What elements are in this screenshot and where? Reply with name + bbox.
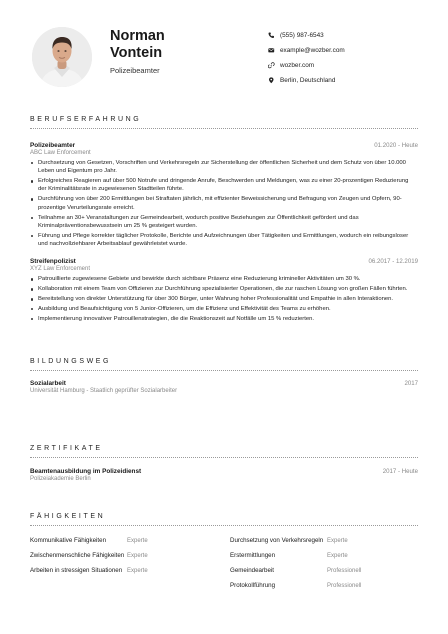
job-date-1: 01.2020 - Heute: [374, 142, 418, 149]
experience-heading: BERUFSERFAHRUNG: [30, 116, 418, 129]
contact-location: [268, 75, 345, 87]
bullet-item: Kollaboration mit einem Team von Offizieren zur Durchführung spezialisierter Operationen, die zur raschen Lösung von großen Fällen führten.: [30, 285, 418, 293]
link-icon: [268, 62, 280, 69]
certificate-title: Beamtenausbildung im Polizeidienst: [30, 468, 142, 475]
skill-name: Zwischenmenschliche Fähigkeiten: [30, 551, 125, 559]
skill-level: Professionell: [327, 582, 362, 589]
skill-level: Experte: [327, 552, 348, 559]
job-employer-1: ABC Law Enforcement: [30, 150, 91, 156]
skill-level: Experte: [327, 537, 348, 544]
job-bullets-1: [30, 159, 418, 248]
job-title: Polizeibeamter: [110, 66, 160, 75]
candidate-name: [110, 28, 165, 61]
job-date-2: 06.2017 - 12.2019: [368, 258, 418, 266]
skill-name: Gemeindearbeit: [230, 566, 275, 574]
skill-item: [230, 534, 418, 547]
skill-item: [30, 534, 218, 547]
bullet-item: Durchsetzung von Gesetzen, Vorschriften und Verkehrsregeln zur Sicherstellung der öffentlichen Sicherheit und dem Schutz von über 10.000 Leben und Eigentum pro Jahr.: [30, 159, 418, 176]
certificates-section: [30, 445, 418, 482]
skill-level: Experte: [127, 567, 148, 574]
bullet-item: Implementierung innovativer Patrouillenstrategien, die die Reaktionszeit auf Notfälle um 15 % reduzierten.: [30, 315, 418, 323]
skill-name: Erstermittlungen: [230, 551, 276, 559]
bullet-item: Erfolgreiches Reagieren auf über 500 Notrufe und dringende Anrufe, Beschwerden und Meldungen, was zu einer 20-prozentigen Reduzierung der Kriminalitätsrate in zugewiesenen Stadtteilen führte.: [30, 177, 418, 194]
certificate-issuer: Polizeiakademie Berlin: [30, 476, 91, 482]
degree-date: 2017: [404, 380, 418, 387]
skill-name: Arbeiten in stressigen Situationen: [30, 566, 123, 574]
skill-name: Durchsetzung von Verkehrsregeln: [230, 536, 324, 544]
job-title-2: Streifenpolizist: [30, 258, 76, 266]
education-entry: [30, 380, 418, 394]
skill-item: [30, 549, 218, 562]
skills-heading: FÄHIGKEITEN: [30, 513, 418, 526]
skill-item: [230, 549, 418, 562]
location-pin-icon: [268, 77, 280, 84]
skill-level: Professionell: [327, 567, 362, 574]
certificate-entry: [30, 468, 418, 482]
skills-section: [30, 513, 418, 594]
job-bullets-2: [30, 275, 418, 323]
skills-column-right: [230, 534, 418, 594]
skills-column-left: [30, 534, 218, 594]
bullet-item: Durchführung von über 200 Ermittlungen bei Straftaten jährlich, mit effizienter Beweissicherung und Befragung von Zeugen und Opfern, 90-prozentige Verurteilungsrate erreicht.: [30, 195, 418, 212]
bullet-item: Führung und Pflege korrekter täglicher Protokolle, Berichte und Aufzeichnungen über Tätigkeiten und Ermittlungen, wodurch ein reibungsloser und nachvollziehbarer Arbeitsablauf gewährleistet wurde.: [30, 232, 418, 249]
avatar-illustration: [32, 27, 92, 87]
job-employer-2: XYZ Law Enforcement: [30, 266, 91, 273]
skill-item: [230, 564, 418, 577]
job-entry: [30, 142, 418, 248]
education-heading: BILDUNGSWEG: [30, 358, 418, 371]
skill-item: [30, 564, 218, 577]
contact-website: [268, 59, 345, 71]
email-text[interactable]: example@wozber.com: [280, 46, 345, 54]
skills-grid: [30, 534, 418, 594]
first-name: Norman: [110, 28, 165, 44]
profile-photo: [32, 27, 92, 87]
phone-icon: [268, 32, 280, 39]
education-section: [30, 358, 418, 394]
location-text: Berlin, Deutschland: [280, 77, 336, 85]
certificates-heading: ZERTIFIKATE: [30, 445, 418, 458]
skill-name: Protokollführung: [230, 581, 276, 589]
contact-email: [268, 44, 345, 56]
skill-name: Kommunikative Fähigkeiten: [30, 536, 107, 544]
job-title-1: Polizeibeamter: [30, 142, 76, 149]
contact-phone: [268, 29, 345, 41]
bullet-item: Ausbildung und Beaufsichtigung von 5 Junior-Offizieren, um die Effizienz und Effektivität des Teams zu erhöhen.: [30, 305, 418, 313]
resume-header: [30, 0, 418, 116]
website-text[interactable]: wozber.com: [280, 61, 315, 69]
contact-list: [268, 29, 345, 90]
skill-level: Experte: [127, 537, 148, 544]
bullet-item: Teilnahme an 30+ Veranstaltungen zur Gemeindearbeit, wodurch positive Beziehungen zur Öffentlichkeit gefördert und das Kriminalpräventionsbewusstsein um 25 % gesteigert wurden.: [30, 214, 418, 231]
skill-item: [230, 579, 418, 592]
last-name: Vontein: [110, 44, 163, 61]
phone-text[interactable]: (555) 987-6543: [280, 31, 324, 39]
bullet-item: Patrouillierte zugewiesene Gebiete und bewirkte durch sichtbare Präsenz eine Reduzierung krimineller Aktivitäten um 30 %.: [30, 275, 418, 283]
experience-section: [30, 116, 418, 325]
job-entry: [30, 258, 418, 323]
bullet-item: Bereitstellung von direkter Unterstützung für über 300 Bürger, unter Wahrung hoher Professionalität und Empathie in allen Interaktionen.: [30, 295, 418, 303]
degree-school: Universität Hamburg - Staatlich geprüfter Sozialarbeiter: [30, 388, 178, 394]
degree-title: Sozialarbeit: [30, 380, 66, 387]
certificate-date: 2017 - Heute: [382, 468, 418, 475]
mail-icon: [268, 47, 280, 54]
skill-level: Experte: [127, 552, 148, 559]
